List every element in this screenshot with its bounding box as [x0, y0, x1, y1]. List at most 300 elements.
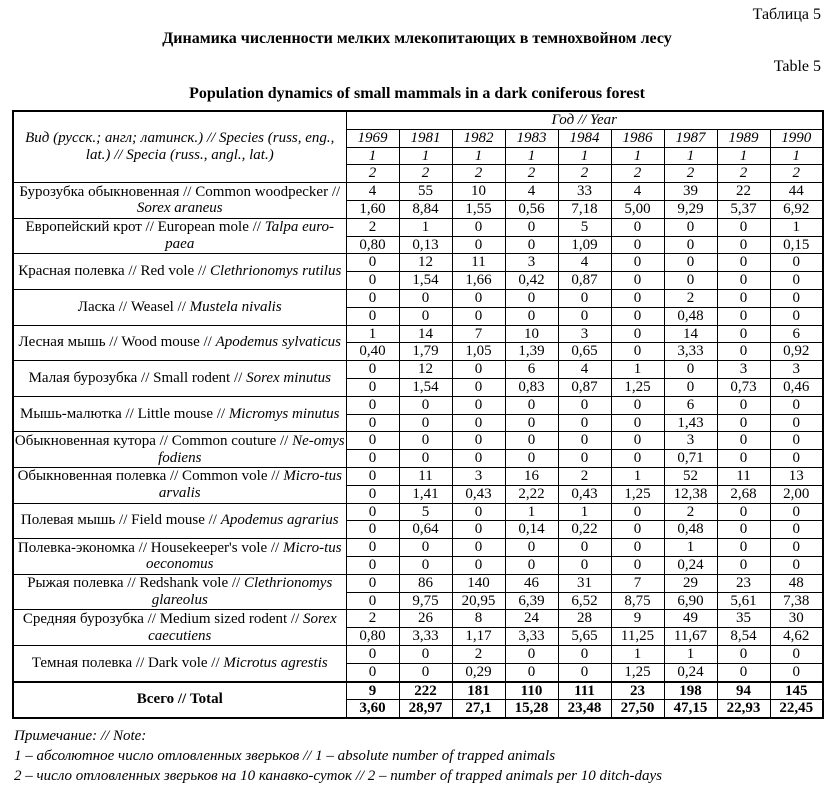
abs-count-cell: 0	[505, 539, 558, 557]
abs-count-cell: 0	[346, 467, 399, 485]
metric-1-cell: 1	[505, 147, 558, 165]
year-group-header: Год // Year	[346, 111, 823, 129]
per-10-ditch-days-cell: 0	[452, 378, 505, 396]
abs-count-cell: 0	[717, 289, 770, 307]
abs-count-cell: 0	[717, 645, 770, 663]
per-10-ditch-days-cell: 9,29	[664, 200, 717, 218]
species-name-text: Полевая мышь // Field mouse //	[20, 512, 221, 529]
abs-count-cell: 1	[664, 539, 717, 557]
per-10-ditch-days-cell: 8,84	[399, 200, 452, 218]
per-10-ditch-days-cell: 0	[346, 485, 399, 503]
abs-count-cell: 16	[505, 467, 558, 485]
total-label: Всего // Total	[13, 682, 346, 719]
per-10-ditch-days-cell: 0,48	[664, 307, 717, 325]
abs-count-cell: 5	[558, 218, 611, 236]
abs-count-cell: 35	[717, 610, 770, 628]
abs-count-cell: 0	[452, 361, 505, 379]
per-10-ditch-days-cell: 0,80	[346, 236, 399, 254]
species-latin-name: Apodemus agrarius	[220, 512, 339, 529]
abs-count-cell: 5	[399, 503, 452, 521]
metric-2-cell: 2	[399, 165, 452, 183]
abs-count-cell: 0	[611, 503, 664, 521]
abs-count-cell: 55	[399, 183, 452, 201]
note-line-2: 2 – число отловленных зверьков на 10 канавко-суток // 2 – number of trapped animals per 10 ditch-days	[14, 767, 662, 784]
per-10-ditch-days-cell: 0	[611, 343, 664, 361]
per-10-ditch-days-cell: 0	[346, 521, 399, 539]
per-10-ditch-days-cell: 0,14	[505, 521, 558, 539]
total-per-cell: 28,97	[399, 700, 452, 718]
abs-count-cell: 4	[346, 183, 399, 201]
note-heading: Примечание: // Note:	[14, 728, 147, 745]
species-latin-name: Apodemus sylvaticus	[215, 334, 341, 351]
abs-count-cell: 29	[664, 574, 717, 592]
year-header-1983: 1983	[505, 129, 558, 147]
per-10-ditch-days-cell: 0,64	[399, 521, 452, 539]
year-header-1969: 1969	[346, 129, 399, 147]
species-latin-name: Ne-omys fodiens	[158, 432, 345, 466]
abs-count-cell: 1	[346, 325, 399, 343]
species-name-cell	[13, 289, 346, 325]
abs-count-cell: 22	[717, 183, 770, 201]
per-10-ditch-days-cell: 0	[346, 663, 399, 681]
per-10-ditch-days-cell: 7,18	[558, 200, 611, 218]
species-name-cell	[13, 325, 346, 361]
species-name-text: Средняя бурозубка // Medium sized rodent //	[22, 610, 304, 627]
abs-count-cell: 0	[717, 503, 770, 521]
per-10-ditch-days-cell: 6,90	[664, 592, 717, 610]
per-10-ditch-days-cell: 2,22	[505, 485, 558, 503]
abs-count-cell: 0	[664, 361, 717, 379]
per-10-ditch-days-cell: 0	[611, 450, 664, 468]
abs-count-cell: 0	[452, 503, 505, 521]
species-latin-name: Micromys minutus	[228, 405, 340, 422]
per-10-ditch-days-cell: 0	[770, 414, 823, 432]
per-10-ditch-days-cell: 0	[346, 414, 399, 432]
abs-count-cell: 0	[611, 432, 664, 450]
per-10-ditch-days-cell: 0	[452, 307, 505, 325]
metric-2-cell: 2	[611, 165, 664, 183]
species-name-text: Полевка-экономка // Housekeeper's vole //	[17, 539, 283, 556]
abs-count-cell: 1	[611, 467, 664, 485]
abs-count-cell: 4	[558, 361, 611, 379]
per-10-ditch-days-cell: 2,68	[717, 485, 770, 503]
species-latin-name: Sorex araneus	[136, 200, 223, 217]
abs-count-cell: 3	[452, 467, 505, 485]
per-10-ditch-days-cell: 0	[452, 556, 505, 574]
abs-count-cell: 2	[664, 503, 717, 521]
abs-count-cell: 7	[452, 325, 505, 343]
metric-2-cell: 2	[452, 165, 505, 183]
species-name-cell	[13, 218, 346, 254]
abs-count-cell: 30	[770, 610, 823, 628]
per-10-ditch-days-cell: 0	[611, 307, 664, 325]
per-10-ditch-days-cell: 0	[770, 556, 823, 574]
per-10-ditch-days-cell: 0,40	[346, 343, 399, 361]
abs-count-cell: 4	[558, 254, 611, 272]
per-10-ditch-days-cell: 0,83	[505, 378, 558, 396]
abs-count-cell: 7	[611, 574, 664, 592]
abs-count-cell: 24	[505, 610, 558, 628]
per-10-ditch-days-cell: 0,46	[770, 378, 823, 396]
abs-count-cell: 0	[399, 432, 452, 450]
abs-count-cell: 39	[664, 183, 717, 201]
total-abs-row	[13, 682, 823, 700]
per-10-ditch-days-cell: 0	[770, 307, 823, 325]
abs-count-cell: 0	[505, 396, 558, 414]
total-abs-cell: 110	[505, 682, 558, 700]
metric-1-cell: 1	[770, 147, 823, 165]
abs-count-cell: 23	[717, 574, 770, 592]
year-header-1989: 1989	[717, 129, 770, 147]
per-10-ditch-days-cell: 3,33	[399, 628, 452, 646]
per-10-ditch-days-cell: 0,24	[664, 663, 717, 681]
species-rows	[13, 183, 823, 682]
species-name-text: Мышь-малютка // Little mouse //	[19, 405, 229, 422]
year-header-1986: 1986	[611, 129, 664, 147]
per-10-ditch-days-cell: 0,43	[558, 485, 611, 503]
table-number-en: Table 5	[773, 58, 821, 75]
species-name-cell	[13, 396, 346, 432]
species-row-abs	[13, 539, 823, 557]
abs-count-cell: 0	[770, 503, 823, 521]
abs-count-cell: 4	[505, 183, 558, 201]
per-10-ditch-days-cell: 11,25	[611, 628, 664, 646]
metric-1-cell: 1	[717, 147, 770, 165]
notes-block	[14, 727, 822, 786]
per-10-ditch-days-cell: 0	[611, 236, 664, 254]
per-10-ditch-days-cell: 0	[346, 450, 399, 468]
total-per-cell: 23,48	[558, 700, 611, 718]
abs-count-cell: 0	[346, 432, 399, 450]
abs-count-cell: 44	[770, 183, 823, 201]
abs-count-cell: 2	[346, 610, 399, 628]
total-abs-cell: 111	[558, 682, 611, 700]
species-name-cell	[13, 610, 346, 646]
total-abs-cell: 145	[770, 682, 823, 700]
abs-count-cell: 0	[452, 539, 505, 557]
abs-count-cell: 0	[717, 254, 770, 272]
abs-count-cell: 33	[558, 183, 611, 201]
per-10-ditch-days-cell: 1,17	[452, 628, 505, 646]
per-10-ditch-days-cell: 0	[558, 556, 611, 574]
per-10-ditch-days-cell: 8,54	[717, 628, 770, 646]
abs-count-cell: 3	[770, 361, 823, 379]
per-10-ditch-days-cell: 0	[452, 236, 505, 254]
per-10-ditch-days-cell: 0	[452, 521, 505, 539]
species-name-text: Лесная мышь // Wood mouse //	[18, 334, 216, 351]
abs-count-cell: 140	[452, 574, 505, 592]
abs-count-cell: 0	[717, 396, 770, 414]
per-10-ditch-days-cell: 1,39	[505, 343, 558, 361]
per-10-ditch-days-cell: 0	[664, 378, 717, 396]
per-10-ditch-days-cell: 5,37	[717, 200, 770, 218]
total-per-cell: 22,93	[717, 700, 770, 718]
per-10-ditch-days-cell: 1,60	[346, 200, 399, 218]
per-10-ditch-days-cell: 1,05	[452, 343, 505, 361]
year-header-1982: 1982	[452, 129, 505, 147]
per-10-ditch-days-cell: 9,75	[399, 592, 452, 610]
species-row-abs	[13, 254, 823, 272]
per-10-ditch-days-cell: 0	[505, 236, 558, 254]
species-name-text: Малая бурозубка // Small rodent //	[28, 370, 247, 387]
abs-count-cell: 0	[346, 645, 399, 663]
total-per-cell: 27,50	[611, 700, 664, 718]
per-10-ditch-days-cell: 6,52	[558, 592, 611, 610]
per-10-ditch-days-cell: 0	[717, 663, 770, 681]
metric-2-cell: 2	[664, 165, 717, 183]
abs-count-cell: 1	[399, 218, 452, 236]
abs-count-cell: 0	[770, 254, 823, 272]
abs-count-cell: 31	[558, 574, 611, 592]
per-10-ditch-days-cell: 0	[717, 236, 770, 254]
abs-count-cell: 28	[558, 610, 611, 628]
abs-count-cell: 2	[664, 289, 717, 307]
per-10-ditch-days-cell: 0,73	[717, 378, 770, 396]
per-10-ditch-days-cell: 0	[346, 272, 399, 290]
total-per-cell: 47,15	[664, 700, 717, 718]
year-header-1981: 1981	[399, 129, 452, 147]
abs-count-cell: 11	[452, 254, 505, 272]
abs-count-cell: 1	[664, 645, 717, 663]
per-10-ditch-days-cell: 0	[611, 272, 664, 290]
abs-count-cell: 13	[770, 467, 823, 485]
abs-count-cell: 0	[399, 539, 452, 557]
abs-count-cell: 86	[399, 574, 452, 592]
abs-count-cell: 0	[399, 645, 452, 663]
per-10-ditch-days-cell: 0,43	[452, 485, 505, 503]
metric-2-cell: 2	[770, 165, 823, 183]
per-10-ditch-days-cell: 0	[346, 592, 399, 610]
per-10-ditch-days-cell: 0	[399, 450, 452, 468]
species-latin-name: Talpa euro-paea	[165, 219, 335, 253]
abs-count-cell: 0	[558, 396, 611, 414]
total-abs-cell: 181	[452, 682, 505, 700]
abs-count-cell: 6	[770, 325, 823, 343]
per-10-ditch-days-cell: 0	[505, 450, 558, 468]
per-10-ditch-days-cell: 2,00	[770, 485, 823, 503]
species-row-abs	[13, 432, 823, 450]
total-per-cell: 15,28	[505, 700, 558, 718]
abs-count-cell: 0	[558, 539, 611, 557]
abs-count-cell: 0	[717, 539, 770, 557]
per-10-ditch-days-cell: 12,38	[664, 485, 717, 503]
table-number-ru: Таблица 5	[752, 6, 821, 23]
species-name-text: Бурозубка обыкновенная // Common woodpecker //	[19, 183, 341, 200]
species-name-text: Красная полевка // Red vole //	[18, 263, 211, 280]
total-abs-cell: 23	[611, 682, 664, 700]
abs-count-cell: 14	[664, 325, 717, 343]
species-latin-name: Mustela nivalis	[189, 298, 282, 315]
species-latin-name: Micro-tus oeconomus	[146, 539, 342, 573]
abs-count-cell: 0	[717, 432, 770, 450]
abs-count-cell: 0	[611, 254, 664, 272]
abs-count-cell: 1	[558, 503, 611, 521]
per-10-ditch-days-cell: 4,62	[770, 628, 823, 646]
per-10-ditch-days-cell: 20,95	[452, 592, 505, 610]
species-row-abs	[13, 396, 823, 414]
species-latin-name: Micro-tus arvalis	[158, 468, 342, 502]
metric-1-cell: 1	[664, 147, 717, 165]
total-abs-cell: 222	[399, 682, 452, 700]
per-10-ditch-days-cell: 0	[717, 556, 770, 574]
abs-count-cell: 0	[346, 361, 399, 379]
abs-count-cell: 0	[611, 325, 664, 343]
species-name-text: Обыкновенная полевка // Common vole //	[17, 468, 284, 485]
abs-count-cell: 0	[558, 645, 611, 663]
per-10-ditch-days-cell: 0	[611, 521, 664, 539]
abs-count-cell: 0	[717, 218, 770, 236]
per-10-ditch-days-cell: 3,33	[505, 628, 558, 646]
metric-1-cell: 1	[558, 147, 611, 165]
per-10-ditch-days-cell: 0	[770, 663, 823, 681]
per-10-ditch-days-cell: 0,15	[770, 236, 823, 254]
abs-count-cell: 0	[399, 289, 452, 307]
species-name-text: Рыжая полевка // Redshank vole //	[27, 575, 244, 592]
per-10-ditch-days-cell: 1,25	[611, 485, 664, 503]
per-10-ditch-days-cell: 0,65	[558, 343, 611, 361]
per-10-ditch-days-cell: 5,65	[558, 628, 611, 646]
per-10-ditch-days-cell: 0	[611, 414, 664, 432]
abs-count-cell: 0	[452, 289, 505, 307]
metric-1-cell: 1	[611, 147, 664, 165]
year-header-1984: 1984	[558, 129, 611, 147]
abs-count-cell: 12	[399, 254, 452, 272]
per-10-ditch-days-cell: 0,87	[558, 378, 611, 396]
per-10-ditch-days-cell: 0	[717, 307, 770, 325]
per-10-ditch-days-cell: 0	[770, 521, 823, 539]
species-latin-name: Sorex caecutiens	[148, 610, 337, 644]
per-10-ditch-days-cell: 0	[505, 556, 558, 574]
species-name-cell	[13, 432, 346, 468]
per-10-ditch-days-cell: 0,71	[664, 450, 717, 468]
per-10-ditch-days-cell: 0,48	[664, 521, 717, 539]
per-10-ditch-days-cell: 0	[717, 272, 770, 290]
abs-count-cell: 0	[346, 289, 399, 307]
species-row-abs	[13, 218, 823, 236]
species-column-header: Вид (русск.; англ; латинск.) // Species (russ, eng., lat.) // Specia (russ., angl., lat.)	[13, 111, 346, 183]
per-10-ditch-days-cell: 0	[452, 450, 505, 468]
per-10-ditch-days-cell: 0	[717, 414, 770, 432]
per-10-ditch-days-cell: 3,33	[664, 343, 717, 361]
abs-count-cell: 3	[505, 254, 558, 272]
species-row-abs	[13, 325, 823, 343]
abs-count-cell: 0	[452, 432, 505, 450]
per-10-ditch-days-cell: 1,79	[399, 343, 452, 361]
abs-count-cell: 49	[664, 610, 717, 628]
total-per-cell: 3,60	[346, 700, 399, 718]
per-10-ditch-days-cell: 0	[399, 414, 452, 432]
per-10-ditch-days-cell: 0	[558, 414, 611, 432]
per-10-ditch-days-cell: 5,61	[717, 592, 770, 610]
abs-count-cell: 10	[505, 325, 558, 343]
abs-count-cell: 11	[717, 467, 770, 485]
abs-count-cell: 0	[611, 539, 664, 557]
species-name-cell	[13, 539, 346, 575]
abs-count-cell: 10	[452, 183, 505, 201]
abs-count-cell: 0	[505, 289, 558, 307]
per-10-ditch-days-cell: 0	[399, 307, 452, 325]
species-name-text: Ласка // Weasel //	[77, 298, 190, 315]
total-abs-cell: 9	[346, 682, 399, 700]
abs-count-cell: 1	[770, 218, 823, 236]
per-10-ditch-days-cell: 0,13	[399, 236, 452, 254]
abs-count-cell: 1	[611, 361, 664, 379]
abs-count-cell: 11	[399, 467, 452, 485]
per-10-ditch-days-cell: 8,75	[611, 592, 664, 610]
abs-count-cell: 1	[505, 503, 558, 521]
species-name-text: Европейский крот // European mole //	[25, 219, 265, 236]
species-name-cell	[13, 183, 346, 219]
abs-count-cell: 0	[664, 218, 717, 236]
per-10-ditch-days-cell: 0	[770, 450, 823, 468]
metric-2-cell: 2	[505, 165, 558, 183]
species-row-abs	[13, 503, 823, 521]
species-latin-name: Microtus agrestis	[223, 654, 328, 671]
abs-count-cell: 52	[664, 467, 717, 485]
species-latin-name: Clethrionomys rutilus	[210, 263, 342, 280]
year-header-1987: 1987	[664, 129, 717, 147]
abs-count-cell: 14	[399, 325, 452, 343]
per-10-ditch-days-cell: 0,29	[452, 663, 505, 681]
species-row-abs	[13, 467, 823, 485]
abs-count-cell: 0	[505, 218, 558, 236]
abs-count-cell: 9	[611, 610, 664, 628]
abs-count-cell: 3	[664, 432, 717, 450]
species-name-cell	[13, 361, 346, 397]
per-10-ditch-days-cell: 0,24	[664, 556, 717, 574]
per-10-ditch-days-cell: 0	[399, 663, 452, 681]
abs-count-cell: 0	[346, 396, 399, 414]
abs-count-cell: 0	[346, 503, 399, 521]
per-10-ditch-days-cell: 0,22	[558, 521, 611, 539]
header-row-group	[13, 111, 823, 129]
per-10-ditch-days-cell: 5,00	[611, 200, 664, 218]
species-name-cell	[13, 467, 346, 503]
metric-1-cell: 1	[399, 147, 452, 165]
abs-count-cell: 0	[611, 396, 664, 414]
per-10-ditch-days-cell: 0	[664, 236, 717, 254]
species-name-cell	[13, 254, 346, 290]
abs-count-cell: 0	[770, 645, 823, 663]
per-10-ditch-days-cell: 11,67	[664, 628, 717, 646]
abs-count-cell: 26	[399, 610, 452, 628]
abs-count-cell: 0	[770, 432, 823, 450]
per-10-ditch-days-cell: 1,55	[452, 200, 505, 218]
abs-count-cell: 4	[611, 183, 664, 201]
per-10-ditch-days-cell: 0,87	[558, 272, 611, 290]
per-10-ditch-days-cell: 0	[717, 450, 770, 468]
abs-count-cell: 6	[505, 361, 558, 379]
species-latin-name: Clethrionomys glareolus	[151, 575, 333, 609]
per-10-ditch-days-cell: 1,09	[558, 236, 611, 254]
abs-count-cell: 0	[505, 645, 558, 663]
abs-count-cell: 0	[399, 396, 452, 414]
per-10-ditch-days-cell: 7,38	[770, 592, 823, 610]
abs-count-cell: 0	[558, 289, 611, 307]
metric-1-cell: 1	[346, 147, 399, 165]
abs-count-cell: 12	[399, 361, 452, 379]
per-10-ditch-days-cell: 0,56	[505, 200, 558, 218]
per-10-ditch-days-cell: 0	[346, 556, 399, 574]
abs-count-cell: 2	[558, 467, 611, 485]
per-10-ditch-days-cell: 0	[558, 450, 611, 468]
abs-count-cell: 0	[346, 254, 399, 272]
abs-count-cell: 48	[770, 574, 823, 592]
metric-2-cell: 2	[717, 165, 770, 183]
species-row-abs	[13, 183, 823, 201]
total-per-cell: 22,45	[770, 700, 823, 718]
total-abs-cell: 94	[717, 682, 770, 700]
